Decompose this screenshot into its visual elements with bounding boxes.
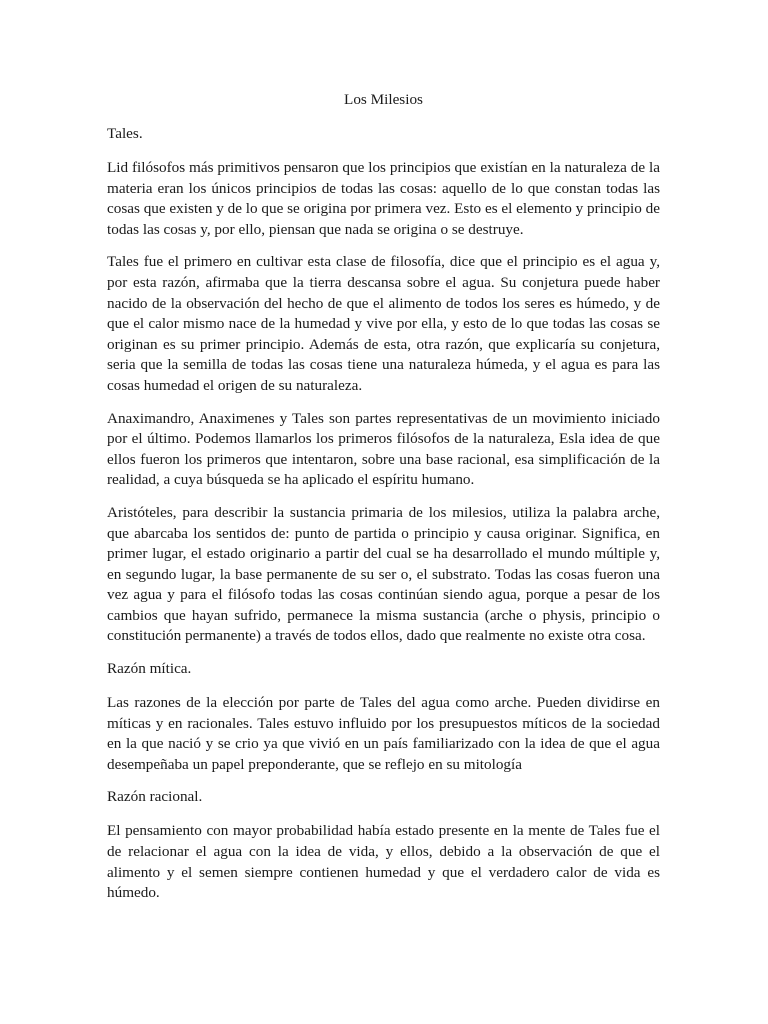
paragraph-tales-2: Tales fue el primero en cultivar esta clase de filosofía, dice que el principio es el agua y, por esta razón, afirmaba que la tierra descansa sobre el agua. Su conjetura puede haber nacido de la observación del hecho de que el alimento de todos los seres es húmedo, y de que el calor mismo nace de la humedad y vive por ella, y esto de lo que todas las cosas se originan es su primer principio. Además de esta, otra razón, que explicaría su conjetura, seria que la semilla de todas las cosas tiene una naturaleza húmeda, y el agua es para las cosas humedad el origen de su naturaleza. (107, 253, 660, 394)
paragraph-razon-mitica: Las razones de la elección por parte de Tales del agua como arche. Pueden dividirse en míticas y en racionales. Tales estuvo influido por los presupuestos míticos de la sociedad en la que nació y se crio ya que vivió en un país familiarizado con la idea de que el agua desempeñaba un papel preponderante, que se reflejo en su mitología (107, 694, 660, 773)
paragraph-razon-racional: El pensamiento con mayor probabilidad había estado presente en la mente de Tales fue el de relacionar el agua con la idea de vida, y ellos, debido a la observación de que el alimento y el semen siempre contienen humedad y que el verdadero calor de vida es húmedo. (107, 822, 660, 902)
paragraph-tales-1: Lid filósofos más primitivos pensaron que los principios que existían en la naturaleza de la materia eran los únicos principios de todas las cosas: aquello de lo que constan todas las cosas que existen y de lo que se origina por primera vez. Esto es el elemento y principio de todas las cosas y, por ello, piensan que nada se origina o se destruye. (107, 159, 660, 238)
section-heading-razon-mitica: Razón mítica. (107, 660, 192, 678)
section-tales (107, 124, 660, 647)
section-razon-mitica (107, 659, 660, 775)
paragraph-tales-4: Aristóteles, para describir la sustancia primaria de los milesios, utiliza la palabra arche, que abarcaba los sentidos de: punto de partida o principio y causa originar. Significa, en primer lugar, el estado originario a partir del cual se ha desarrollado el mundo múltiple y, en segundo lugar, la base permanente de su ser o, el substrato. Todas las cosas fueron una vez agua y para el filósofo todas las cosas continúan siendo agua, porque a pesar de los cambios que hayan sufrido, permanece la misma sustancia (arche o physis, principio o constitución permanente) a través de todos ellos, dado que realmente no existe otra cosa. (107, 503, 660, 645)
document-title: Los Milesios (344, 91, 423, 108)
paragraph-tales-3: Anaximandro, Anaximenes y Tales son partes representativas de un movimiento iniciado por el último. Podemos llamarlos los primeros filósofos de la naturaleza, Esla idea de que ellos fueron los primeros que intentaron, sobre una base racional, esa simplificación de la realidad, a cuya búsqueda se ha aplicado el espíritu humano. (107, 409, 660, 489)
section-razon-racional (107, 787, 660, 903)
section-heading-tales: Tales. (107, 125, 143, 142)
section-heading-razon-racional: Razón racional. (107, 788, 203, 806)
